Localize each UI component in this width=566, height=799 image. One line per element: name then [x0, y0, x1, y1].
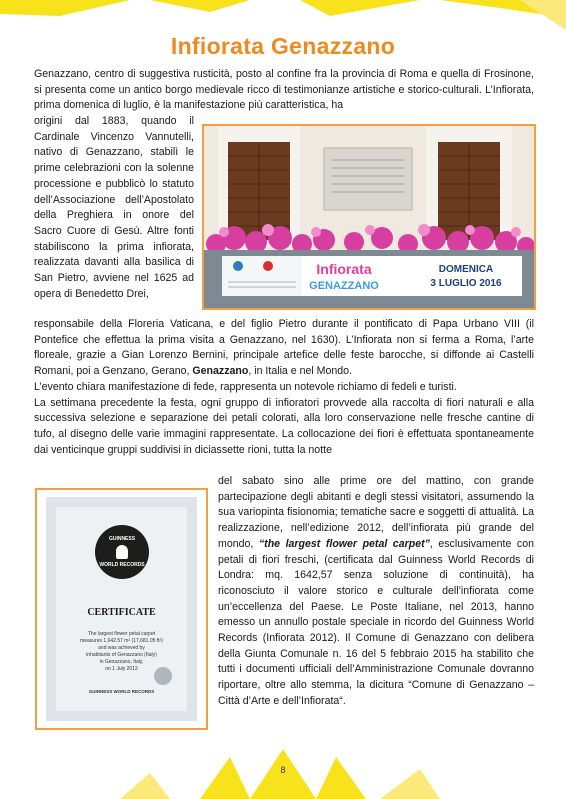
guinness-logo-icon: GUINNESS WORLD RECORDS: [95, 525, 149, 579]
balcony-illustration: [204, 126, 534, 308]
seal-icon: [154, 667, 172, 685]
certificate-line: The largest flower petal carpet: [87, 631, 156, 637]
certificate-line: in Genazzano, Italy,: [99, 659, 144, 665]
genazzano-bold: Genazzano: [192, 365, 249, 378]
preparation-text: La settimana precedente la festa, ogni gruppo di infioratori provvede alla raccolta di fiori naturali e alla successiva selezione e separazione dei petali colorati, alla loro conservazione nelle fresche cantine di tufo, al disegno delle varie immagini rappresentate. La collocazione dei fiori è effettuata spontaneamente dai venticinque gruppi suddivisi in diciassette rioni, tutta la notte: [34, 396, 534, 456]
certificate-footer: GUINNESS WORLD RECORDS: [88, 689, 155, 694]
history-text: responsabile della Floreria Vaticana, e del figlio Pietro durante il pontificato di Papa Urbano VIII (il Pontefice che effettua la prima visita a Genazzano, nel 1630). L’Infiorata non si ferma a Roma, l’arte floreale, grazie a Gian Lorenzo Bernini, principale artefice delle feste barocche, si diffonde ai Castelli Romani, poi a Genzano, Gerano, Genazzano, in Italia e nel Mondo.: [34, 318, 534, 378]
banner-date-2: 3 LUGLIO 2016: [430, 278, 502, 289]
certificate-line: inhabitants of Genazzano (Italy): [86, 652, 157, 658]
banner-title-2: GENAZZANO: [309, 280, 379, 292]
record-text: del sabato sino alle prime ore del mattino, con grande partecipazione degli abitanti e degli stessi visitatori, assumendo la sua variopinta fisionomia; tematiche sacre e soggetti di attualità. La realizzazione, nell’edizione 2012, dell’infiorata più grande del mondo, “the largest flower petal carpet”, esclusivamente con petali di fiori freschi, (certificata dal Guinness World Records di Londra: mq. 1642,57 senza soluzione di continuità), ha riconosciuto il valore storico e culturale dell’infiorata come un’eccellenza del Paese. Le Poste Italiane, nel 2013, hanno emesso un annullo postale speciale in ricordo del Guinness World Records (Infiorata 2012). Il Comune di Genazzano con delibera della Giunta Comunale n. 16 del 5 febbraio 2015 ha stabilito che tutti i documenti ufficiali dell’Amministrazione Comunale dovranno riportare, oltre allo stemma, la dicitura “Comune di Genazzano – Città d’Arte e dell’Infiorata“.: [218, 475, 534, 707]
certificate-heading: CERTIFICATE: [87, 607, 156, 618]
left-column-text: origini dal 1883, quando il Cardinale Vincenzo Vannutelli, nativo di Genazzano, stabilì le prime celebrazioni con la solenne processione e pubblicò lo statuto dell’Associazione dell’Apostolato della Preghiera in onore del Sacro Cuore di Gesù. Altre fonti stabiliscono la prima infiorata, realizzata davanti alla basilica di San Pietro, avviene nel 1625 ad opera di Benedetto Drei,: [34, 115, 194, 300]
certificate-line: on 1 July 2012: [105, 666, 138, 672]
guinness-certificate-image: [35, 488, 208, 730]
page-title: Infiorata Genazzano: [170, 33, 396, 59]
intro-text: Genazzano, centro di suggestiva rusticità, posto al confine fra la provincia di Roma e quella di Frosinone, si presenta come un antico borgo medievale ricco di testimonianze artistiche e storico-culturali. L’Infiorata, prima domenica di luglio, è la manifestazione più caratteristica, ha: [34, 68, 534, 112]
history-paragraph: [34, 317, 534, 458]
balcony-photo: [202, 124, 536, 310]
left-column-paragraph: [34, 114, 194, 302]
certificate-line: and was achieved by: [98, 645, 145, 651]
header-decoration: [0, 0, 566, 30]
event-text: L’evento chiara manifestazione di fede, rappresenta un notevole richiamo di fedeli e turisti.: [34, 380, 457, 393]
right-column-paragraph: [218, 474, 534, 710]
banner-title-1: Infiorata: [316, 261, 372, 277]
record-quote: “the largest flower petal carpet”: [258, 537, 430, 550]
page-number: 8: [280, 765, 286, 775]
intro-paragraph: [34, 67, 534, 114]
certificate-line: measures 1,642.57 m² (17,681.05 ft²): [80, 638, 163, 644]
banner-date-1: DOMENICA: [438, 264, 494, 275]
